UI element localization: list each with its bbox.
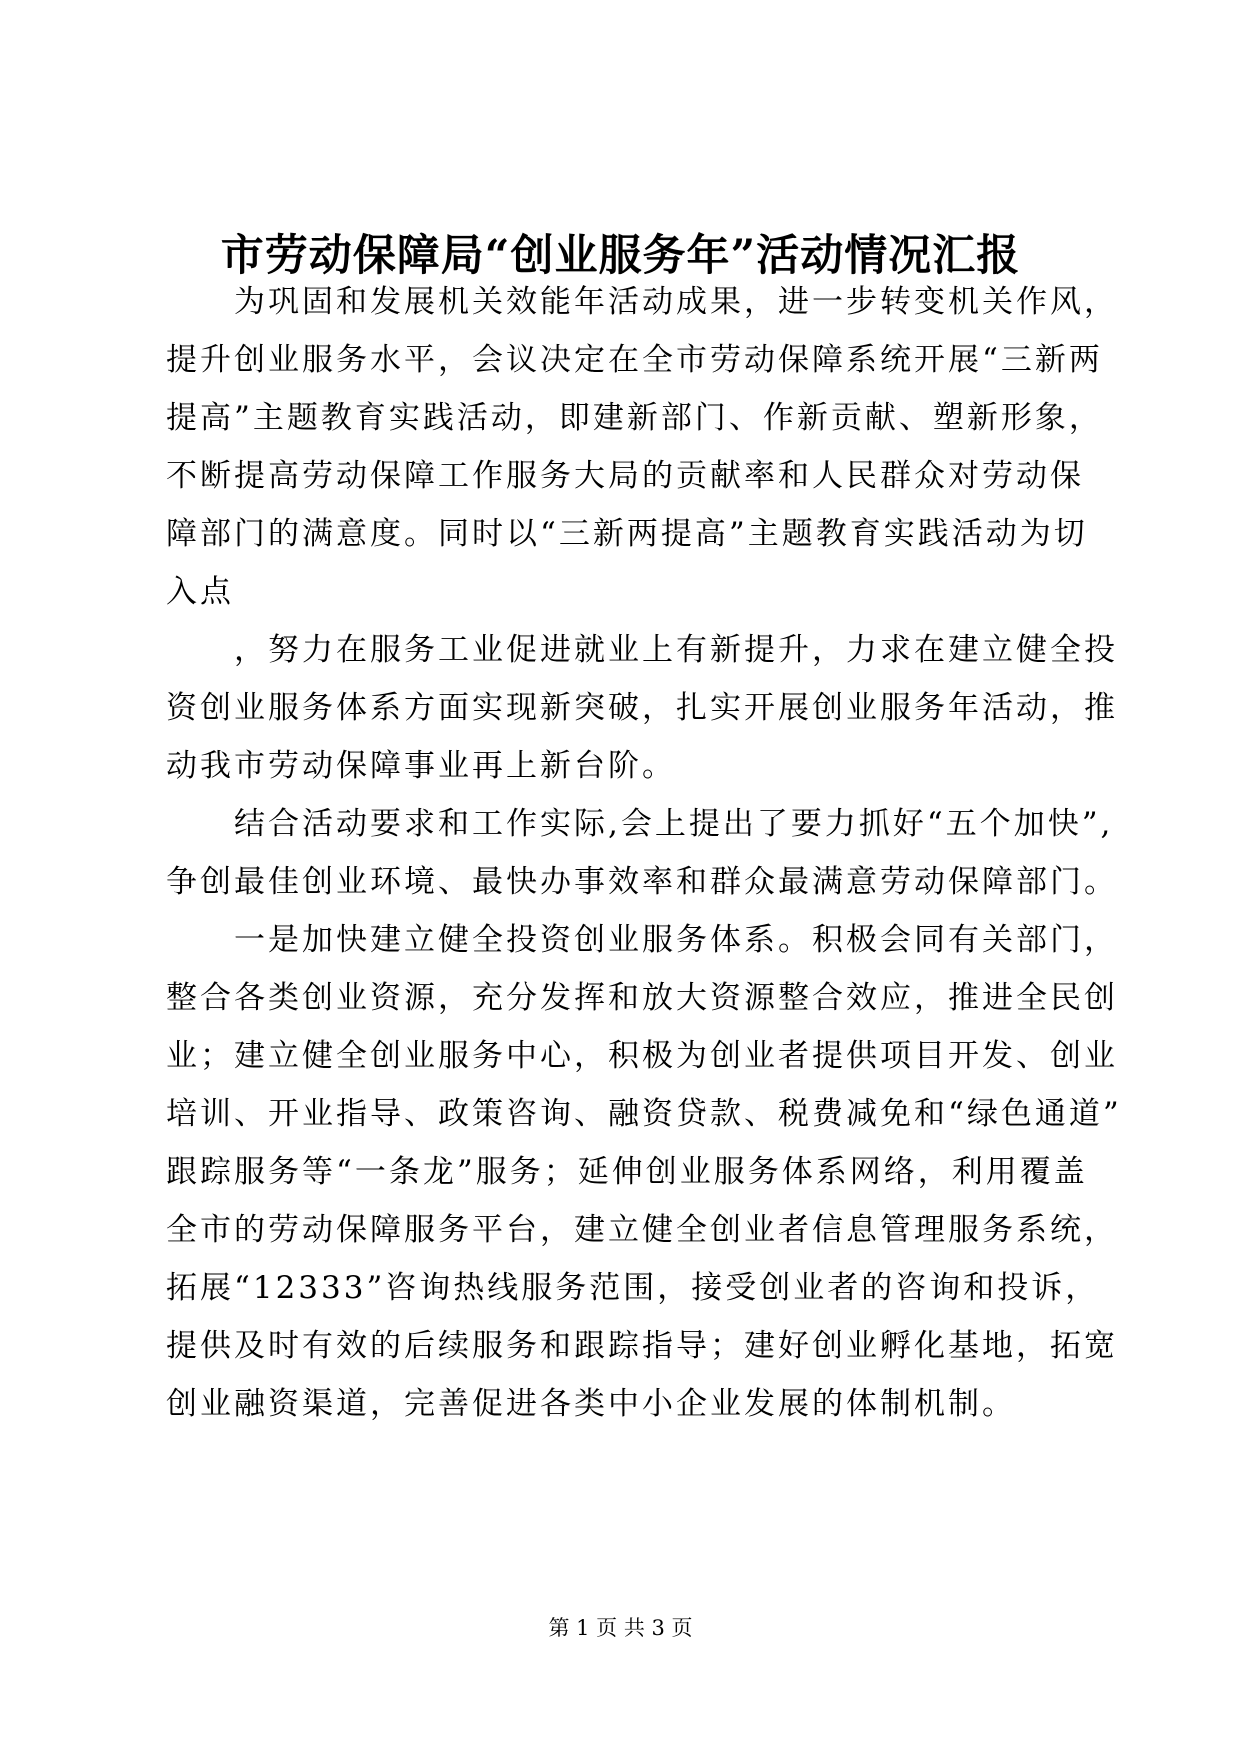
body-line: 提供及时有效的后续服务和跟踪指导；建好创业孵化基地，拓宽 xyxy=(166,1328,1118,1364)
body-line: 培训、开业指导、政策咨询、融资贷款、税费减免和“绿色通道” xyxy=(166,1096,1122,1132)
body-line: 为巩固和发展机关效能年活动成果，进一步转变机关作风， xyxy=(166,284,1118,320)
body-line: ，努力在服务工业促进就业上有新提升，力求在建立健全投 xyxy=(166,632,1118,668)
body-line: 障部门的满意度。同时以“三新两提高”主题教育实践活动为切 xyxy=(166,516,1088,552)
body-line: 创业融资渠道，完善促进各类中小企业发展的体制机制。 xyxy=(166,1386,1016,1422)
body-line: 不断提高劳动保障工作服务大局的贡献率和人民群众对劳动保 xyxy=(166,458,1084,494)
body-line: 全市的劳动保障服务平台，建立健全创业者信息管理服务系统， xyxy=(166,1212,1118,1248)
page-footer: 第 1 页 共 3 页 xyxy=(548,1616,693,1640)
body-line: 整合各类创业资源，充分发挥和放大资源整合效应，推进全民创 xyxy=(166,980,1118,1016)
body-line: 结合活动要求和工作实际,会上提出了要力抓好“五个加快”, xyxy=(166,806,1114,842)
body-line: 入点 xyxy=(166,574,234,610)
body-line: 资创业服务体系方面实现新突破，扎实开展创业服务年活动，推 xyxy=(166,690,1118,726)
body-line: 跟踪服务等“一条龙”服务；延伸创业服务体系网络，利用覆盖 xyxy=(166,1154,1088,1190)
body-line: 争创最佳创业环境、最快办事效率和群众最满意劳动保障部门。 xyxy=(166,864,1118,900)
body-line: 提升创业服务水平，会议决定在全市劳动保障系统开展“三新两 xyxy=(166,342,1103,378)
document-title: 市劳动保障局“创业服务年”活动情况汇报 xyxy=(220,231,1021,281)
body-line: 动我市劳动保障事业再上新台阶。 xyxy=(166,748,676,784)
body-line: 一是加快建立健全投资创业服务体系。积极会同有关部门， xyxy=(166,922,1118,958)
body-line: 提高”主题教育实践活动，即建新部门、作新贡献、塑新形象， xyxy=(166,400,1103,436)
body-line: 拓展“12333”咨询热线服务范围，接受创业者的咨询和投诉， xyxy=(166,1270,1100,1306)
body-line: 业；建立健全创业服务中心，积极为创业者提供项目开发、创业 xyxy=(166,1038,1118,1074)
